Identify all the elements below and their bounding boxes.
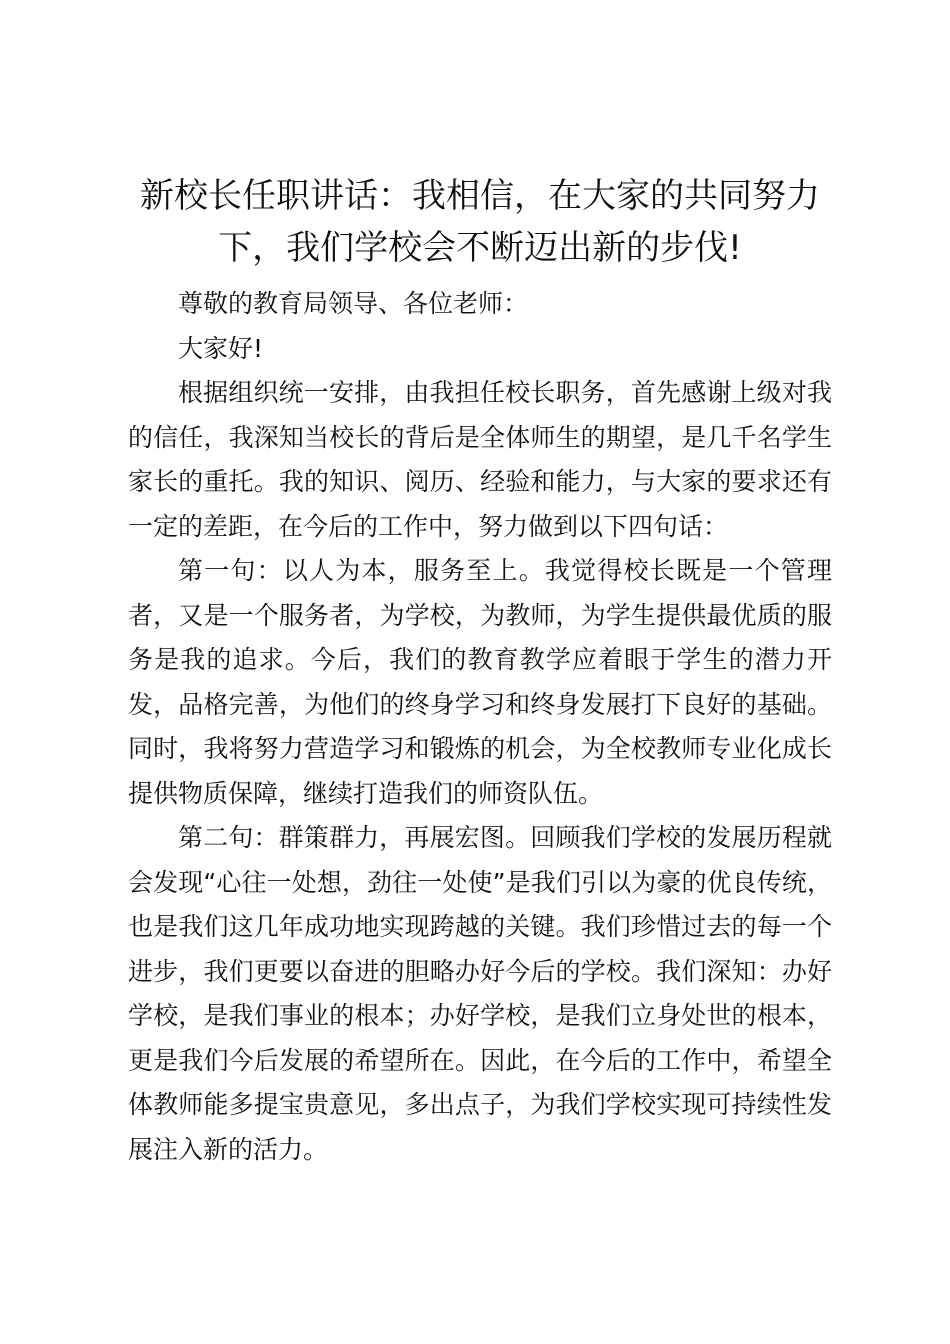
- paragraph-first-point: 第一句：以人为本，服务至上。我觉得校长既是一个管理者，又是一个服务者，为学校，为教师，为学生提供最优质的服务是我的追求。今后，我们的教育教学应着眼于学生的潜力开发，品格完善，为他们的终身学习和终身发展打下良好的基础。同时，我将努力营造学习和锻炼的机会，为全校教师专业化成长提供物质保障，继续打造我们的师资队伍。: [128, 556, 832, 808]
- paragraph-second-point: 第二句：群策群力，再展宏图。回顾我们学校的发展历程就会发现“心往一处想，劲往一处使”是我们引以为豪的优良传统，也是我们这几年成功地实现跨越的关键。我们珍惜过去的每一个进步，我们更要以奋进的胆略办好今后的学校。我们深知：办好学校，是我们事业的根本；办好学校，是我们立身处世的根本，更是我们今后发展的希望所在。因此，在今后的工作中，希望全体教师能多提宝贵意见，多出点子，为我们学校实现可持续性发展注入新的活力。: [128, 823, 832, 1164]
- salutation: 尊敬的教育局领导、各位老师：: [178, 289, 529, 318]
- paragraph-intro: 根据组织统一安排，由我担任校长职务，首先感谢上级对我的信任，我深知当校长的背后是全体师生的期望，是几千名学生家长的重托。我的知识、阅历、经验和能力，与大家的要求还有一定的差距，在今后的工作中，努力做到以下四句话：: [128, 378, 832, 541]
- greeting: 大家好!: [178, 333, 264, 363]
- document-page: [128, 170, 832, 1172]
- document-title: 新校长任职讲话：我相信，在大家的共同努力下，我们学校会不断迈出新的步伐!: [140, 176, 820, 268]
